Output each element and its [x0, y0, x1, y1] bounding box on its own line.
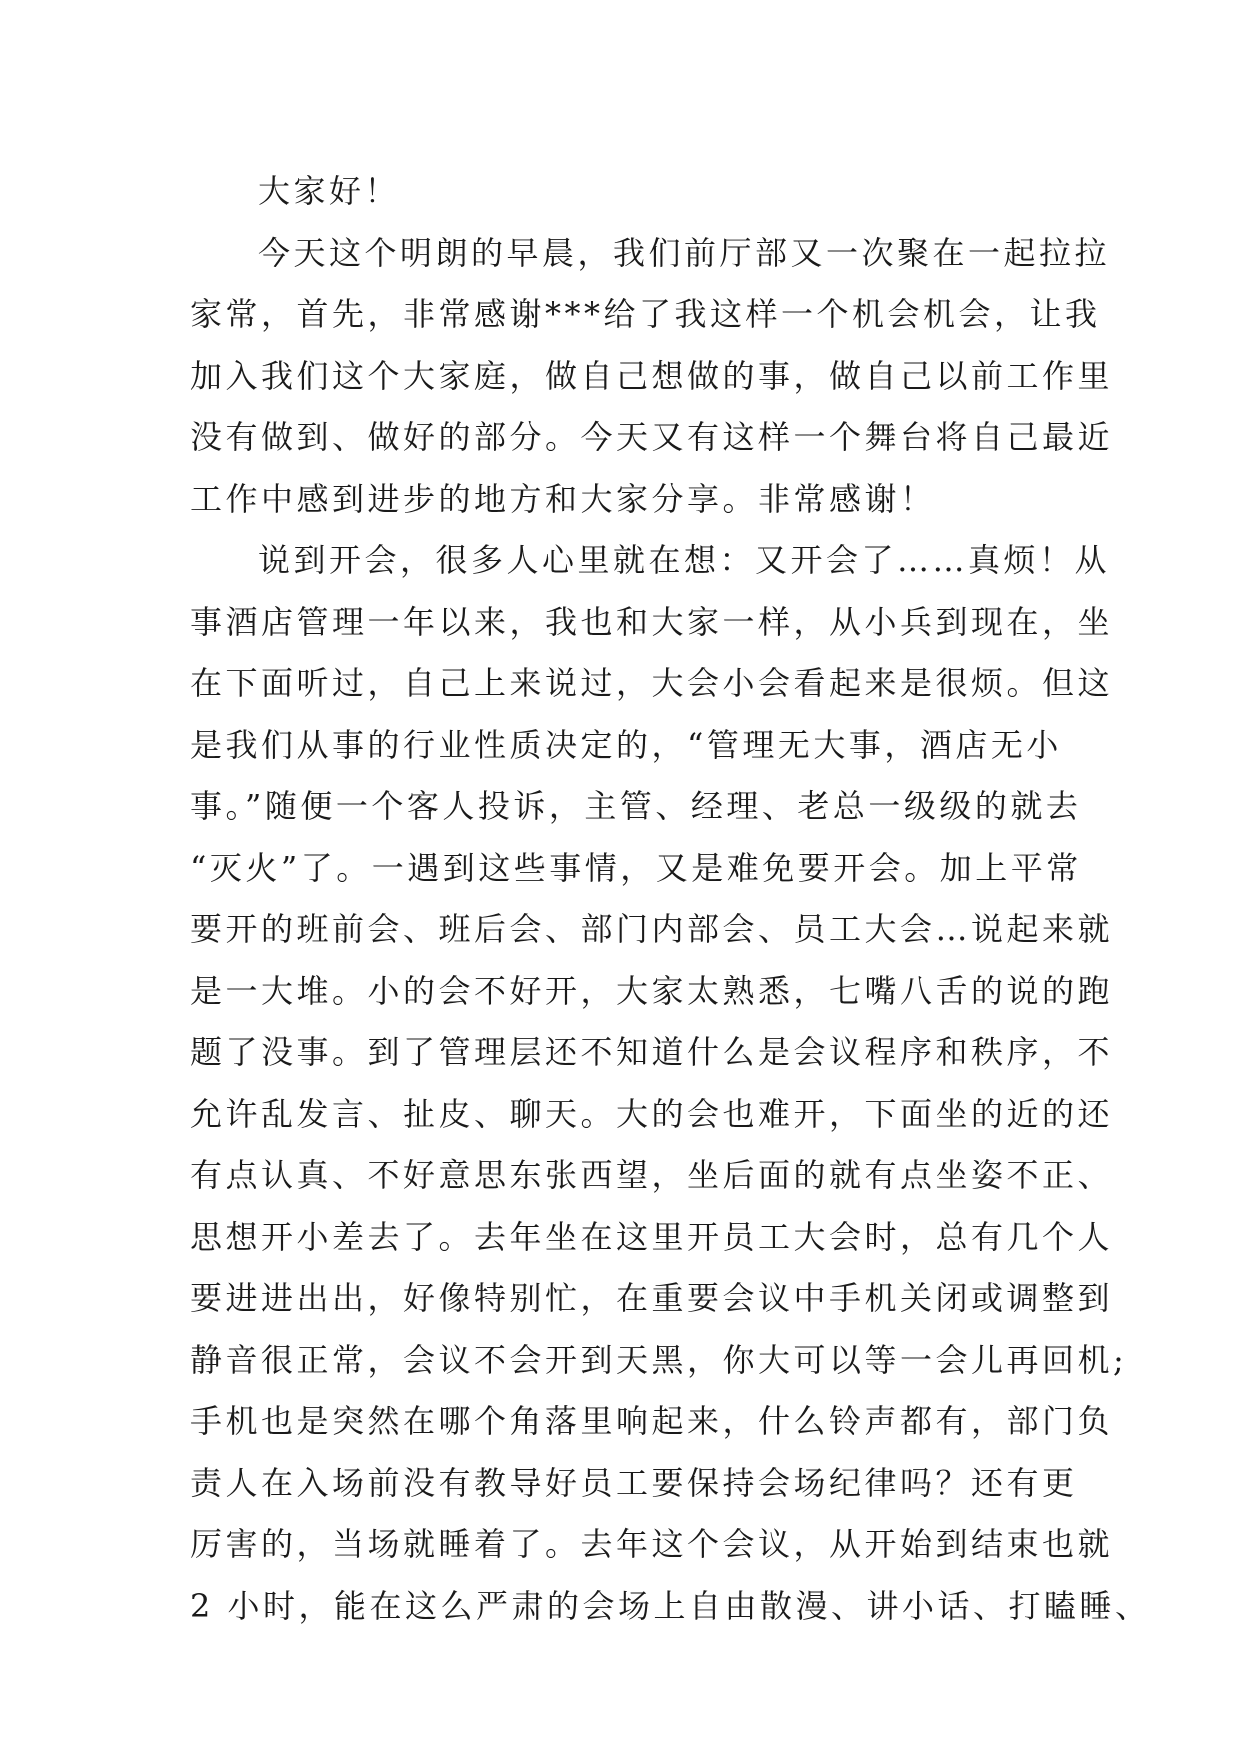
paragraph-line: 思想开小差去了。去年坐在这里开员工大会时，总有几个人: [190, 1217, 1114, 1256]
paragraph-line: 事。”随便一个客人投诉，主管、经理、老总一级级的就去: [190, 787, 1082, 825]
paragraph-line: 家常，首先，非常感谢***给了我这样一个机会机会，让我: [190, 295, 1101, 333]
paragraph-line: 2 小时，能在这么严肃的会场上自由散漫、讲小话、打瞌睡、: [190, 1586, 1151, 1625]
paragraph-line: 有点认真、不好意思东张西望，坐后面的就有点坐姿不正、: [190, 1156, 1114, 1194]
paragraph-line: 加入我们这个大家庭，做自己想做的事，做自己以前工作里: [190, 356, 1114, 395]
paragraph-line: 题了没事。到了管理层还不知道什么是会议程序和秩序，不: [190, 1033, 1114, 1071]
paragraph-line: 是我们从事的行业性质决定的，“管理无大事，酒店无小: [190, 725, 1062, 764]
paragraph-line: 静音很正常，会议不会开到天黑，你大可以等一会儿再回机;: [190, 1340, 1128, 1379]
paragraph-line: 厉害的，当场就睡着了。去年这个会议，从开始到结束也就: [190, 1525, 1114, 1563]
paragraph-line: 在下面听过，自己上来说过，大会小会看起来是很烦。但这: [190, 664, 1114, 702]
paragraph-line: 工作中感到进步的地方和大家分享。非常感谢！: [190, 479, 936, 518]
speech-text-body: [190, 161, 1151, 1637]
paragraph-line: “灭火”了。一遇到这些事情，又是难免要开会。加上平常: [190, 848, 1082, 887]
paragraph-line: 要进进出出，好像特别忙，在重要会议中手机关闭或调整到: [190, 1279, 1114, 1317]
paragraph-line: 要开的班前会、班后会、部门内部会、员工大会…说起来就: [190, 910, 1114, 948]
paragraph-first-line: 今天这个明朗的早晨，我们前厅部又一次聚在一起拉拉: [258, 233, 1111, 272]
paragraph-line: 事酒店管理一年以来，我也和大家一样，从小兵到现在，坐: [190, 602, 1114, 641]
paragraph-line: 责人在入场前没有教导好员工要保持会场纪律吗？还有更: [190, 1463, 1078, 1502]
paragraph-line: 没有做到、做好的部分。今天又有这样一个舞台将自己最近: [190, 418, 1114, 456]
paragraph-line: 允许乱发言、扯皮、聊天。大的会也难开，下面坐的近的还: [190, 1094, 1114, 1133]
paragraph-line: 手机也是突然在哪个角落里响起来，什么铃声都有，部门负: [190, 1402, 1114, 1440]
paragraph-first-line: 说到开会，很多人心里就在想：又开会了……真烦！从: [258, 541, 1111, 579]
paragraph-line: 是一大堆。小的会不好开，大家太熟悉，七嘴八舌的说的跑: [190, 971, 1114, 1010]
paragraph-first-line: 大家好！: [258, 172, 401, 210]
